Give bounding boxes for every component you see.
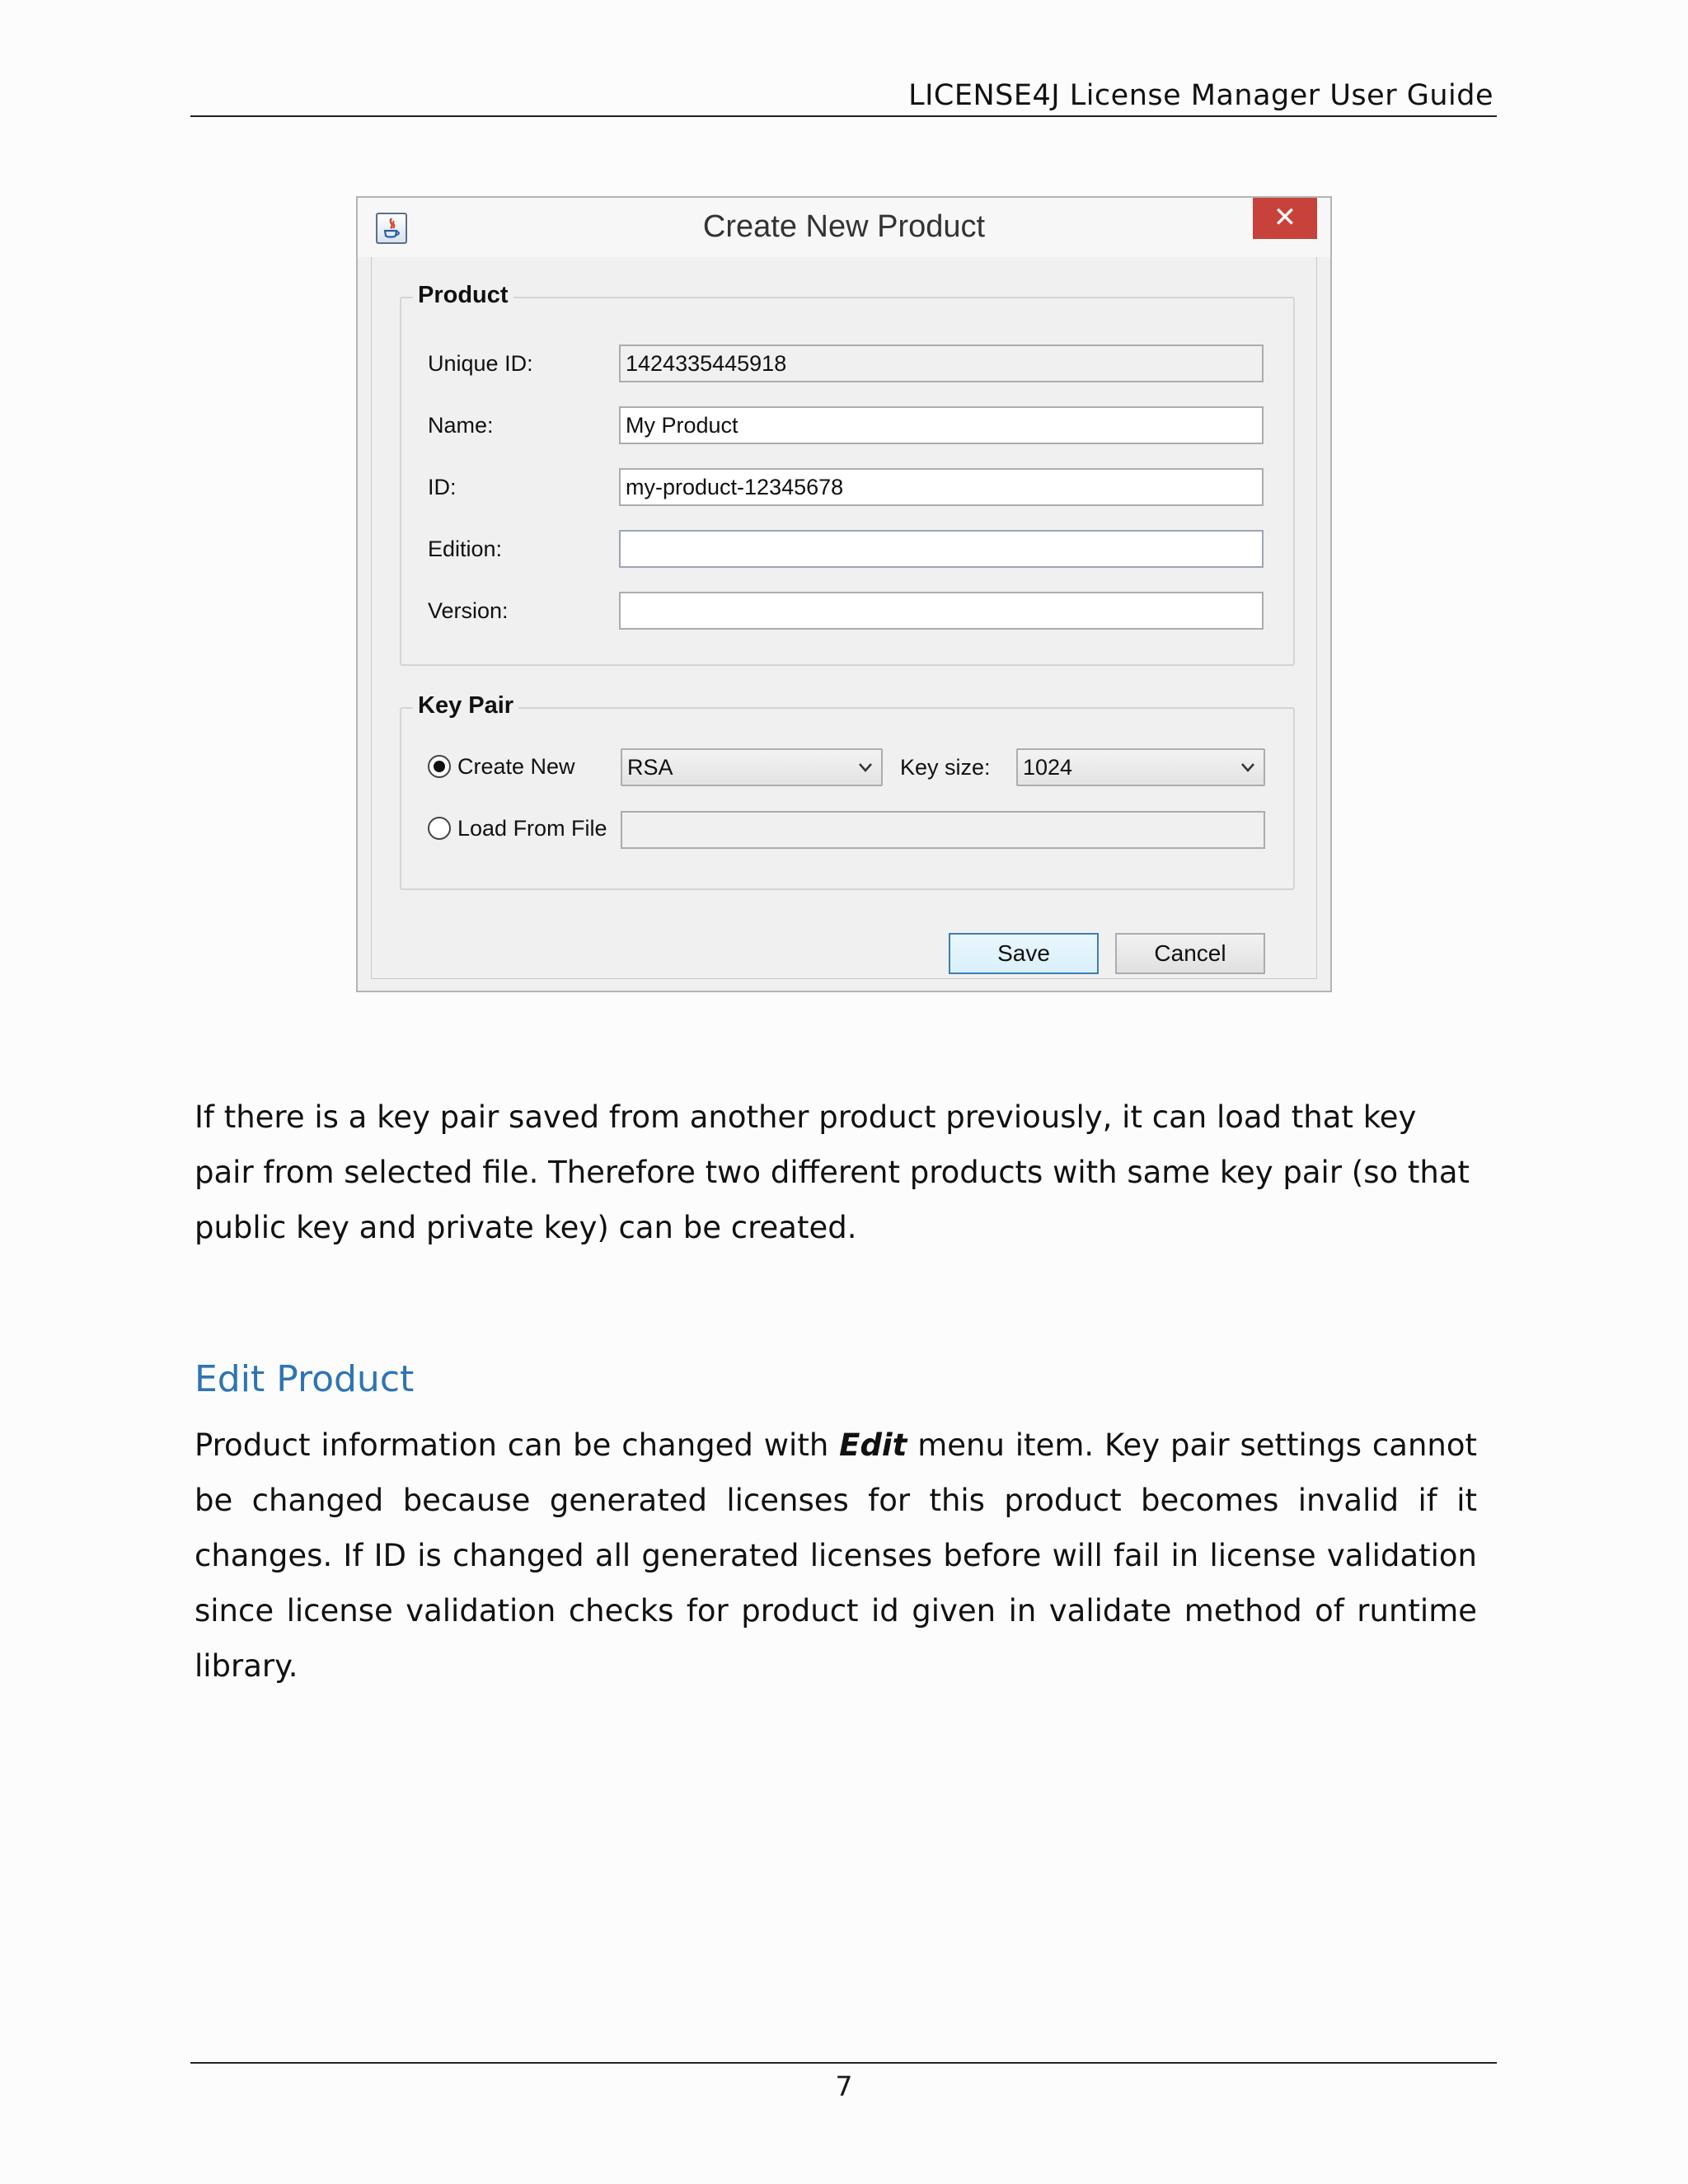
- edition-label: Edition:: [428, 537, 503, 561]
- save-button[interactable]: Save: [949, 933, 1099, 974]
- id-label: ID:: [428, 475, 457, 499]
- key-pair-group-title: Key Pair: [413, 692, 518, 719]
- load-from-file-label: Load From File: [457, 815, 607, 841]
- edit-menu-emphasis: Edit: [839, 1427, 907, 1463]
- dialog-body: [371, 257, 1317, 979]
- key-size-label: Key size:: [900, 755, 991, 780]
- algorithm-value: RSA: [627, 755, 673, 780]
- dialog-titlebar: [358, 198, 1330, 257]
- id-field[interactable]: [619, 468, 1264, 506]
- algorithm-combo[interactable]: [621, 748, 883, 786]
- create-new-radio[interactable]: [428, 752, 575, 781]
- close-icon[interactable]: ✕: [1253, 198, 1317, 239]
- product-group-title: Product: [413, 282, 513, 309]
- paragraph-edit-product: [195, 1418, 1477, 1694]
- version-label: Version:: [428, 598, 509, 623]
- dialog-title: Create New Product: [702, 209, 986, 244]
- paragraph-edit-text-end: menu item. Key pair settings cannot be changed because generated licenses for this product becomes invalid if it changes. If ID is changed all generated licenses before will fail in license validation since license validation checks for product id given in validate method of runtime library.: [195, 1427, 1477, 1684]
- key-pair-group: [400, 692, 1295, 890]
- edition-field[interactable]: [619, 530, 1264, 568]
- create-new-product-dialog: [356, 196, 1332, 992]
- product-group: [400, 282, 1295, 666]
- header-rule: [190, 115, 1497, 117]
- unique-id-field[interactable]: [619, 344, 1264, 382]
- key-size-value: 1024: [1023, 755, 1073, 780]
- create-new-label: Create New: [457, 753, 575, 779]
- name-field[interactable]: [619, 406, 1264, 444]
- load-from-file-radio[interactable]: [428, 813, 607, 843]
- section-heading-edit-product: Edit Product: [195, 1358, 415, 1400]
- paragraph-key-pair-load: If there is a key pair saved from another product previously, it can load that key pair from selected file. Therefore two different products with same key pair (so that public key and private key) can be created.: [195, 1099, 1470, 1245]
- unique-id-label: Unique ID:: [428, 351, 533, 376]
- name-label: Name:: [428, 413, 494, 438]
- dropdown-arrow-icon: [1240, 762, 1255, 773]
- footer-rule: [190, 2062, 1497, 2064]
- version-field[interactable]: [619, 592, 1264, 630]
- cancel-button[interactable]: Cancel: [1115, 933, 1265, 974]
- page-number: 7: [835, 2070, 853, 2102]
- create-new-radio-button[interactable]: [428, 755, 451, 778]
- page-header-title: LICENSE4J License Manager User Guide: [908, 79, 1493, 112]
- load-from-file-radio-button[interactable]: [428, 817, 451, 840]
- key-file-path-field[interactable]: [621, 811, 1265, 849]
- key-size-combo[interactable]: [1016, 748, 1265, 786]
- paragraph-edit-text-start: Product information can be changed with: [195, 1427, 840, 1463]
- dropdown-arrow-icon: [858, 762, 873, 773]
